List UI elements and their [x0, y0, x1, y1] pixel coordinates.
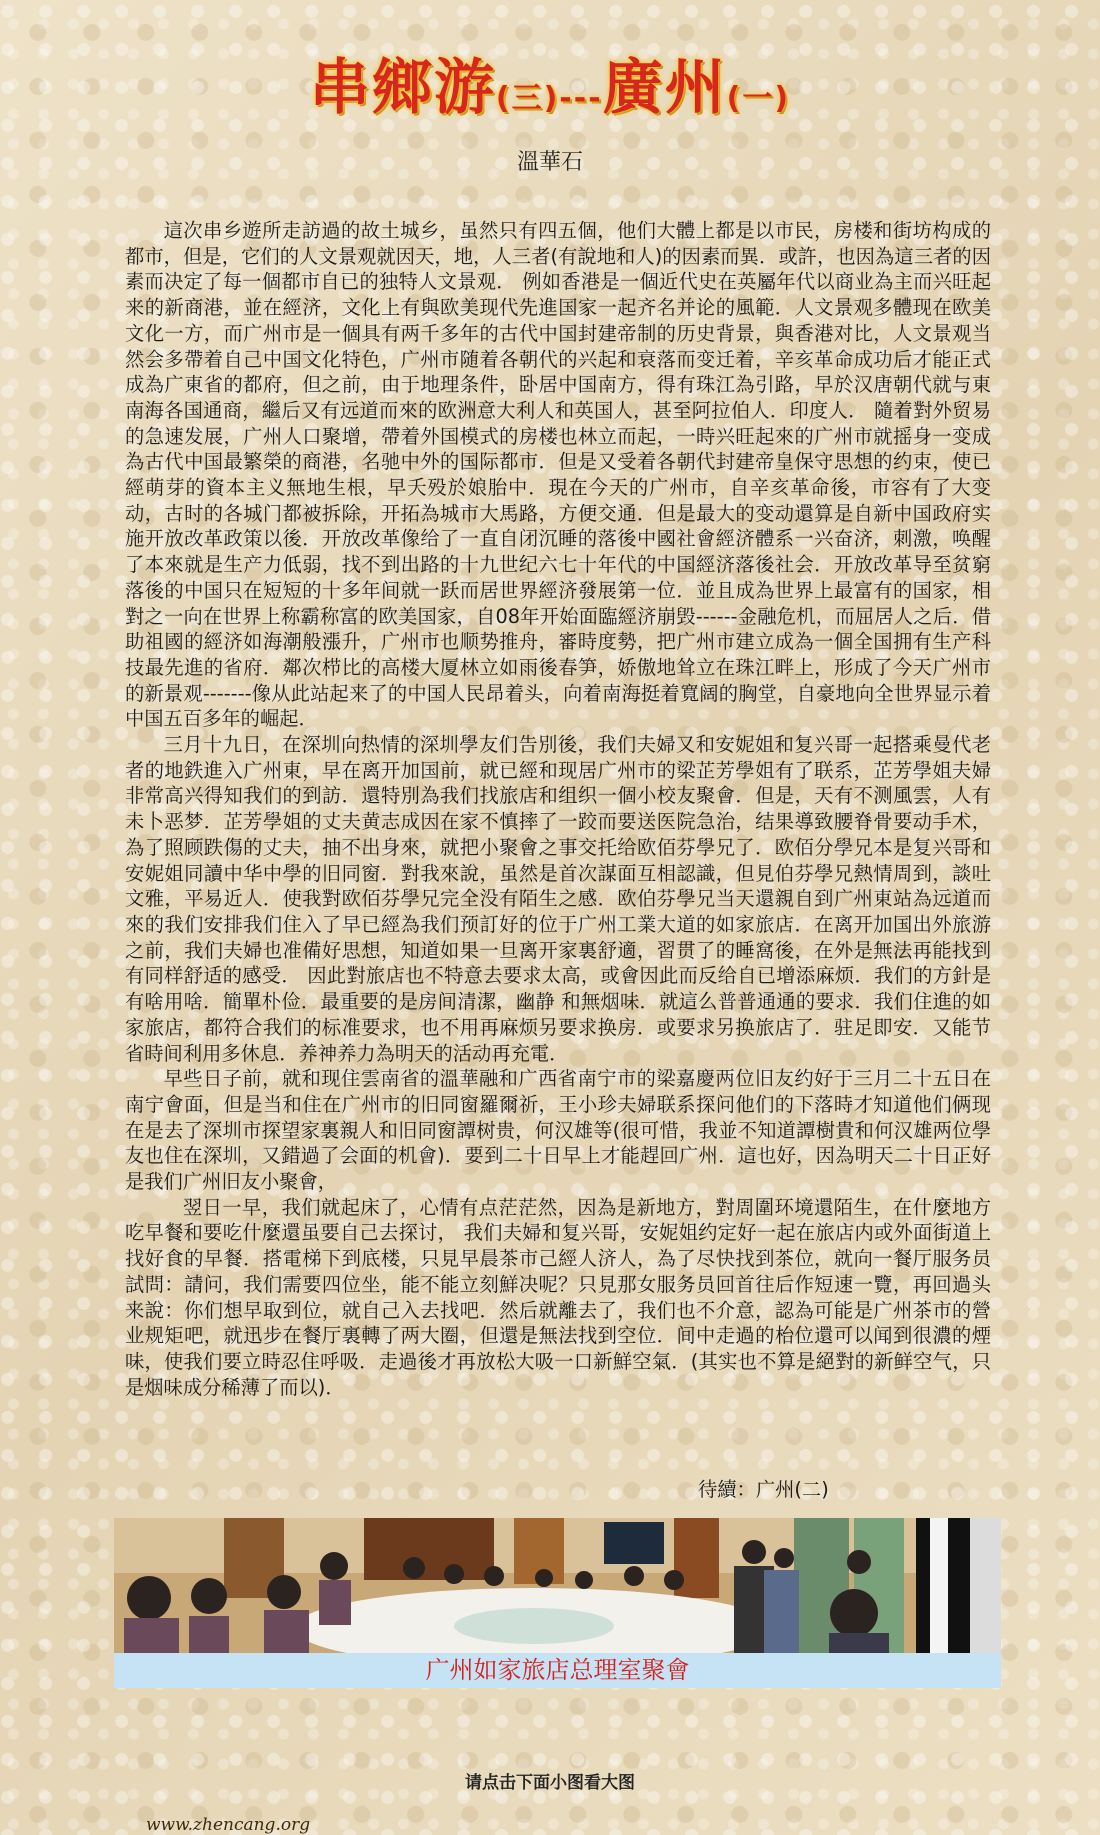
click-instruction: 请点击下面小图看大图 [465, 1773, 635, 1793]
title-part1: 串鄉游 [309, 53, 496, 123]
article-paragraph-2: 三月十九日，在深圳向热情的深圳學友们告別後，我们夫婦又和安妮姐和复兴哥一起搭乘曼代老者的地鉄進入广州東，早在离开加国前，就已經和现居广州市的梁芷芳學姐有了联系，芷芳學姐夫婦非常高兴得知我们的到訪．還特別為我们找旅店和组织一個小校友聚會．但是，天有不测風雲，人有未卜恶梦．芷芳學姐的丈夫黄志成因在家不慎摔了一跤而要送医院急治，结果導致腰脊骨要动手术，為了照顾跌傷的丈夫，抽不出身來，就把小聚會之事交托给欧佰芬學兄了．欧佰分學兄本是复兴哥和安妮姐同讀中华中學的旧同窗．對我來說，虽然是首次謀面互相認識，但見伯芬學兄熱情周到，談吐文雅，平易近人．使我對欧佰芬學兄完全没有陌生之感．欧伯芬學兄当天還親自到广州東站為远道而來的我们安排我们住入了早已經為我们预訂好的位于广州工業大道的如家旅店．在离开加国出外旅游之前，我们夫婦也准備好思想，知道如果一旦离开家裏舒適，習贯了的睡窩後，在外是無法再能找到有同样舒适的感受． 因此對旅店也不特意去要求太高，或會因此而反给自已增添麻烦．我们的方針是有啥用啥．簡單朴俭．最重要的是房间清潔，幽静 和無烟味．就這么普普通通的要求．我们住進的如家旅店，都符合我们的标准要求，也不用再麻烦另要求换房．或要求另换旅店了．驻足即安．又能节省時间利用多休息．养神养力為明天的活动再充電． [125, 733, 991, 1065]
photo-illustration [114, 1518, 1001, 1653]
author-name: 溫華石 [516, 150, 583, 175]
article-paragraph-3: 早些日子前，就和现住雲南省的溫華融和广西省南宁市的梁嘉慶两位旧友约好于三月二十五日在南宁會面，但是当和住在广州市的旧同窗羅爾祈，王小珍夫婦联系探问他们的下落時才知道他们俩现在是去了深圳市探望家裏親人和旧同窗譚树贵，何汉雄等(很可惜，我並不知道譚樹貴和何汉雄两位學友也住在深圳，又錯過了会面的机會)．要到二十日早上才能趕回广州．這也好，因為明天二十日正好是我们广州旧友小聚會， [125, 1067, 991, 1194]
article-paragraph-4: 翌日一早，我们就起床了，心情有点茫茫然，因為是新地方，對周圍环境還陌生，在什麼地方吃早餐和要吃什麼還虽要自己去探讨， 我们夫婦和复兴哥，安妮姐约定好一起在旅店内或外面街道上找好食的早餐．搭電梯下到底楼，只見早晨茶市己經人济人，為了尽快找到茶位，就向一餐厅服务员試問：請问，我们需要四位坐，能不能立刻鮮决呢？只見那女服务员回首往后作短速一覽，再回過头来說：你们想早取到位，就自己入去找吧．然后就離去了，我们也不介意，認為可能是广州茶市的營业规矩吧，就迅步在餐厅裏轉了两大圈，但還是無法找到空位．间中走過的枱位還可以闻到很濃的煙味，使我们要立時忍住呼吸．走過後才再放松大吸一口新鮮空氣．(其实也不算是絕對的新鲜空气，只是烟味成分稀薄了而以)． [125, 1195, 991, 1399]
title-part2: (三)--- [495, 81, 603, 116]
photo-image[interactable] [114, 1518, 1001, 1653]
gathering-photo[interactable] [114, 1518, 1001, 1688]
site-watermark[interactable]: www.zhencang.org [146, 1815, 311, 1835]
photo-caption: 广州如家旅店总理室聚會 [114, 1653, 1001, 1688]
title-part4: (一) [726, 81, 791, 116]
article-paragraph-1: 這次串乡遊所走訪過的故土城乡，虽然只有四五個，他们大體上都是以市民，房楼和街坊构成的都市，但是，它们的人文景观就因天，地，人三者(有說地和人)的因素而異．或許，也因為這三者的因素而决定了每一個都市自已的独特人文景观． 例如香港是一個近代史在英屬年代以商业為主而兴旺起来的新商港，並在經济，文化上有與欧美现代先進国家一起齐名并论的風範．人文景观多體现在欧美文化一方，而广州市是一個具有两千多年的古代中国封建帝制的历史背景，與香港对比，人文景观当然会多帶着自己中国文化特色，广州市随着各朝代的兴起和衰落而变迁着，辛亥革命成功后才能正式成為广東省的都府，但之前，由于地理条件，卧居中国南方，得有珠江為引路，早於汉唐朝代就与東南海各国通商，繼后又有远道而來的欧洲意大利人和英国人，甚至阿拉伯人．印度人． 隨着對外贸易的急速发展，广州人口聚增，帶着外国模式的房楼也林立而起，一時兴旺起來的广州市就摇身一变成為古代中国最繁榮的商港，名驰中外的国际都市．但是又受着各朝代封建帝皇保守思想的约束，使已經萌芽的資本主义無地生根，早夭殁於娘胎中．現在今天的广州市，自辛亥革命後，市容有了大变动，古时的各城门都被拆除，开拓為城市大馬路，方便交通．但是最大的变动還算是自新中国政府实施开放改革政策以後．开放改革像给了一直自闭沉睡的落後中國社會經济體系一兴奋济，刺激，唤醒了本來就是生产力低弱，找不到出路的十九世纪六七十年代的中国經济落後社会．开放改革导至贫窮落後的中国只在短短的十多年间就一跃而居世界經济發展第一位．並且成為世界上最富有的国家，相對之一向在世界上称霸称富的欧美国家，自08年开始面臨經济崩毁------金融危机，而屈居人之后．借助祖國的經济如海潮般漲升，广州市也顺势推舟，審時度勢，把广州市建立成為一個全国拥有生产科技最先進的省府．鄰次栉比的高楼大厦林立如雨後春笋，娇傲地耸立在珠江畔上，形成了今天广州市的新景观-------像从此站起来了的中国人民昂着头，向着南海挺着寬阔的胸堂，自豪地向全世界显示着中国五百多年的崛起． [125, 219, 991, 731]
article-body [125, 218, 991, 1400]
page-title [0, 40, 1100, 123]
to-be-continued: 待續：广州(二) [698, 1478, 829, 1501]
title-part3: 廣州 [602, 53, 727, 123]
